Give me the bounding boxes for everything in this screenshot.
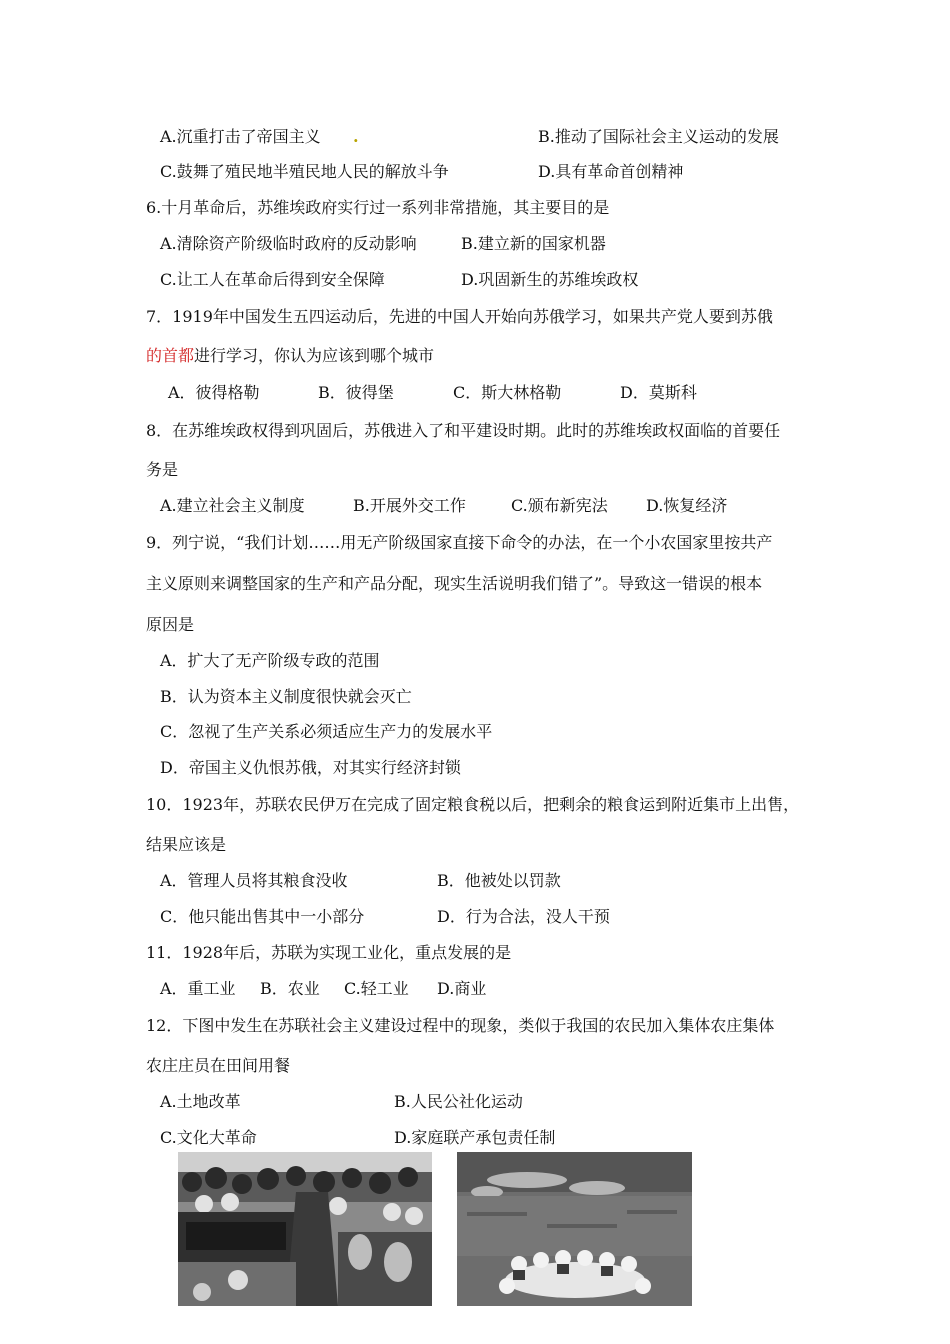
stray-dot: .	[353, 127, 359, 146]
q10-stem-line2: 结果应该是	[146, 835, 227, 854]
q11-option-d: D.商业	[437, 979, 487, 998]
q6-stem: 6.十月革命后，苏维埃政府实行过一系列非常措施，其主要目的是	[146, 198, 610, 217]
q10-option-b: B．他被处以罚款	[437, 871, 561, 890]
q12-option-b: B.人民公社化运动	[394, 1092, 523, 1111]
q7-stem-line2-rest: 进行学习，你认为应该到哪个城市	[194, 346, 435, 365]
photo-farmers-dining-in-field	[457, 1152, 692, 1306]
q9-stem-line2: 主义原则来调整国家的生产和产品分配，现实生活说明我们错了”。导致这一错误的根本	[146, 574, 763, 593]
q7-option-d: D．莫斯科	[620, 383, 697, 402]
q8-option-d: D.恢复经济	[646, 496, 728, 515]
q8-stem-line1: 8．在苏维埃政权得到巩固后，苏俄进入了和平建设时期。此时的苏维埃政权面临的首要任	[146, 421, 781, 440]
q8-option-c: C.颁布新宪法	[511, 496, 608, 515]
q11-option-a: A．重工业	[160, 979, 236, 998]
q8-stem-line2: 务是	[146, 460, 179, 479]
q7-stem-line2	[146, 345, 434, 367]
q6-option-b: B.建立新的国家机器	[461, 234, 606, 253]
q10-stem-line1: 10．1923年，苏联农民伊万在完成了固定粮食税以后，把剩余的粮食运到附近集市上出售，	[146, 795, 800, 814]
q8-option-b: B.开展外交工作	[353, 496, 466, 515]
q9-option-c: C．忽视了生产关系必须适应生产力的发展水平	[160, 722, 493, 741]
q8-option-a: A.建立社会主义制度	[160, 496, 305, 515]
q12-option-c: C.文化大革命	[160, 1128, 257, 1147]
q9-stem-line1: 9．列宁说，“我们计划……用无产阶级国家直接下命令的办法，在一个小农国家里按共产	[146, 533, 773, 552]
q6-option-d: D.巩固新生的苏维埃政权	[461, 270, 639, 289]
q10-option-a: A．管理人员将其粮食没收	[160, 871, 348, 890]
q5-option-c: C.鼓舞了殖民地半殖民地人民的解放斗争	[160, 162, 449, 181]
q10-option-c: C．他只能出售其中一小部分	[160, 907, 365, 926]
q12-stem-line2: 农庄庄员在田间用餐	[146, 1056, 291, 1075]
q9-option-a: A．扩大了无产阶级专政的范围	[160, 651, 380, 670]
q11-option-b: B．农业	[260, 979, 320, 998]
q9-option-d: D．帝国主义仇恨苏俄，对其实行经济封锁	[160, 758, 461, 777]
q7-option-c: C．斯大林格勒	[453, 383, 562, 402]
q7-option-b: B．彼得堡	[318, 383, 394, 402]
q5-option-d: D.具有革命首创精神	[538, 162, 684, 181]
q7-stem-line1: 7．1919年中国发生五四运动后，先进的中国人开始向苏俄学习，如果共产党人要到苏俄	[146, 307, 773, 326]
q5-option-b: B.推动了国际社会主义运动的发展	[538, 127, 779, 146]
q12-option-a: A.土地改革	[160, 1092, 241, 1111]
q10-option-d: D．行为合法，没人干预	[437, 907, 610, 926]
q11-stem: 11．1928年后，苏联为实现工业化，重点发展的是	[146, 943, 512, 962]
q6-option-c: C.让工人在革命后得到安全保障	[160, 270, 385, 289]
q11-option-c: C.轻工业	[344, 979, 409, 998]
q12-option-d: D.家庭联产承包责任制	[394, 1128, 556, 1147]
q5-option-a: A.沉重打击了帝国主义	[160, 127, 321, 146]
q9-stem-line3: 原因是	[146, 615, 195, 634]
photo-farmers-joining-collective	[178, 1152, 432, 1306]
q7-option-a: A．彼得格勒	[168, 383, 260, 402]
q9-option-b: B．认为资本主义制度很快就会灭亡	[160, 687, 412, 706]
q12-stem-line1: 12．下图中发生在苏联社会主义建设过程中的现象，类似于我国的农民加入集体农庄集体	[146, 1016, 775, 1035]
q7-highlight-capital: 的首都	[146, 346, 195, 365]
q6-option-a: A.清除资产阶级临时政府的反动影响	[160, 234, 417, 253]
